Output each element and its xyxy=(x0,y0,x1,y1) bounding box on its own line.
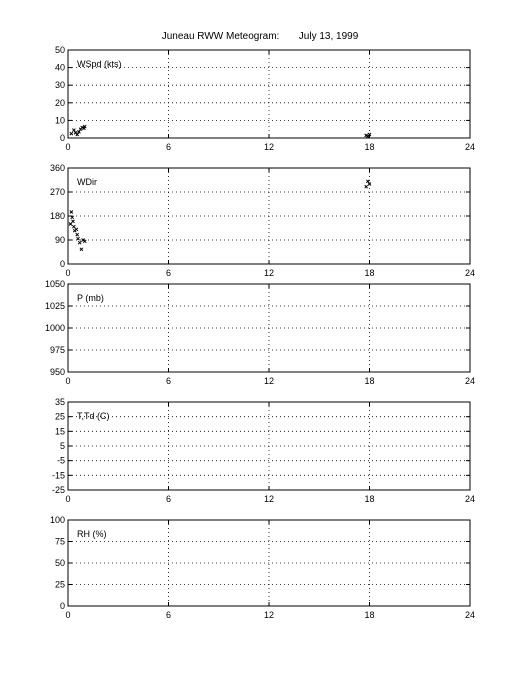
x-tick-label: 12 xyxy=(263,494,275,504)
y-tick-label: 50 xyxy=(54,45,65,55)
x-tick-label: 24 xyxy=(464,142,476,152)
y-tick-label: 25 xyxy=(54,411,65,422)
y-tick-label: -5 xyxy=(56,455,65,466)
x-tick-label: 12 xyxy=(263,268,275,278)
y-tick-label: -25 xyxy=(51,485,65,495)
x-tick-label: 18 xyxy=(364,268,375,278)
y-tick-label: 75 xyxy=(54,536,65,547)
x-tick-label: 0 xyxy=(65,376,71,386)
y-tick-label: 35 xyxy=(54,397,65,407)
x-tick-label: 24 xyxy=(464,610,476,620)
panel-label: P (mb) xyxy=(77,293,104,303)
y-tick-label: 0 xyxy=(59,601,65,611)
panel-label: RH (%) xyxy=(77,529,107,539)
y-tick-label: 0 xyxy=(59,133,65,143)
y-tick-label: 15 xyxy=(54,426,65,437)
y-tick-label: 10 xyxy=(54,115,65,126)
x-tick-label: 18 xyxy=(364,494,375,504)
x-tick-label: 12 xyxy=(263,610,275,620)
x-tick-label: 6 xyxy=(165,142,172,152)
y-tick-label: 90 xyxy=(54,235,65,245)
x-tick-label: 12 xyxy=(263,142,275,152)
x-tick-label: 24 xyxy=(464,268,476,278)
x-tick-label: 24 xyxy=(464,376,476,386)
x-tick-label: 6 xyxy=(165,268,172,278)
y-tick-label: -15 xyxy=(51,470,65,481)
y-tick-label: 1000 xyxy=(44,323,65,333)
x-tick-label: 6 xyxy=(165,376,172,386)
panel-label: T,Td (C) xyxy=(77,411,110,421)
y-tick-label: 270 xyxy=(49,187,65,197)
y-tick-label: 40 xyxy=(54,62,65,73)
x-tick-label: 24 xyxy=(464,494,476,504)
y-tick-label: 100 xyxy=(49,515,65,525)
panel-label: WSpd (kts) xyxy=(77,59,122,69)
x-tick-label: 6 xyxy=(165,494,172,504)
x-tick-label: 0 xyxy=(65,142,71,152)
y-tick-label: 950 xyxy=(49,367,65,377)
x-tick-label: 12 xyxy=(263,376,275,386)
y-tick-label: 1025 xyxy=(44,301,65,311)
x-tick-label: 18 xyxy=(364,142,375,152)
y-tick-label: 180 xyxy=(49,211,65,221)
panel-label: WDir xyxy=(77,177,97,187)
y-tick-label: 25 xyxy=(54,579,65,590)
chart-title: Juneau RWW Meteogram: July 13, 1999 xyxy=(161,31,359,42)
y-tick-label: 5 xyxy=(59,441,65,451)
x-tick-label: 6 xyxy=(165,610,172,620)
x-tick-label: 0 xyxy=(65,494,71,504)
x-tick-label: 0 xyxy=(65,610,71,620)
y-tick-label: 1050 xyxy=(44,279,65,289)
x-tick-label: 18 xyxy=(364,376,375,386)
y-tick-label: 30 xyxy=(54,80,65,91)
y-tick-label: 0 xyxy=(59,259,65,269)
y-tick-label: 20 xyxy=(54,97,65,108)
y-tick-label: 975 xyxy=(49,345,65,355)
x-tick-label: 0 xyxy=(65,268,71,278)
y-tick-label: 360 xyxy=(49,163,65,173)
y-tick-label: 50 xyxy=(54,558,65,568)
x-tick-label: 18 xyxy=(364,610,375,620)
